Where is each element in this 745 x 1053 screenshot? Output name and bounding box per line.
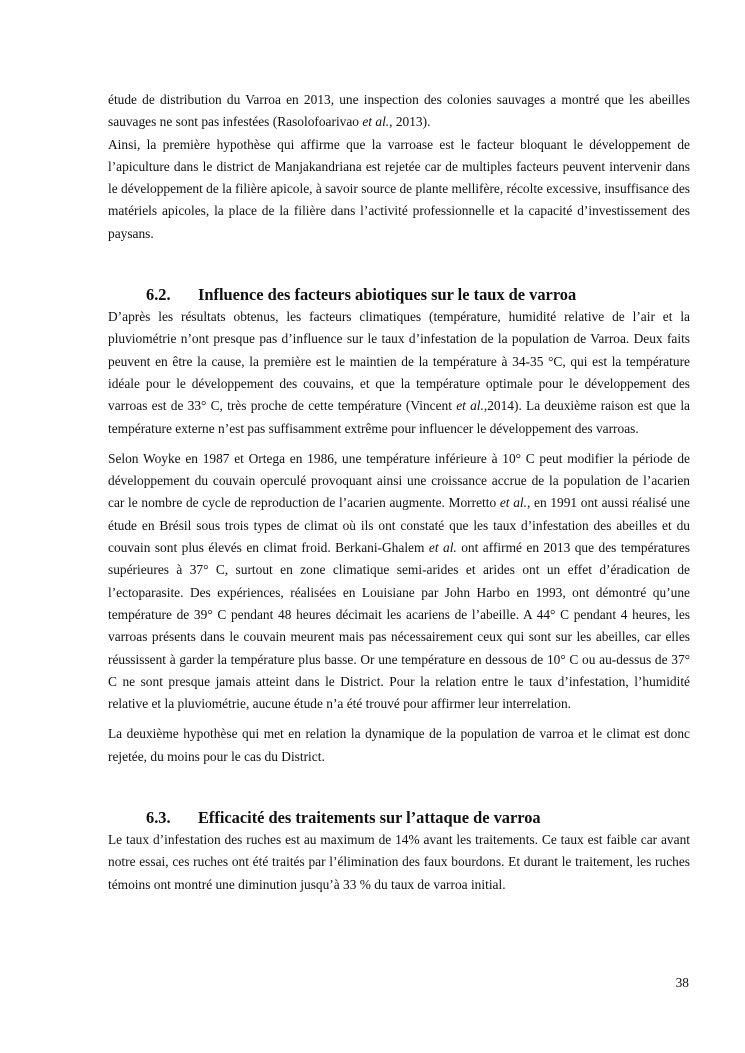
paragraph <box>108 448 690 716</box>
text-run: Selon Woyke en 1987 et Ortega en 1986, une température inférieure à 10° C peut modifier la période de développement du couvain operculé provoquant ainsi une croissance accrue de la population de l’acarien car le nombre de cycle de reproduction de l’acarien augmente. Morretto <box>108 450 690 511</box>
text-run: D’après les résultats obtenus, les facteurs climatiques (température, humidité relative de l’air et la pluviométrie n’ont presque pas d’influence sur le taux d’infestation de la population de Varroa. Deux faits peuvent en être la cause, la première est le maintien de la température à 34-35 °C, qui est la température idéale pour le développement des couvains, et que la température optimale pour le développement des varroas est de 33° C, très proche de cette température (Vincent <box>108 309 690 414</box>
section-title: Influence des facteurs abiotiques sur le taux de varroa <box>198 285 577 305</box>
text-run: étude de distribution du Varroa en 2013, une inspection des colonies sauvages a montré que les abeilles sauvages ne sont pas infestées (Rasolofoarivao <box>108 92 690 130</box>
section-number: 6.3. <box>146 808 171 828</box>
text-run: ont affirmé en 2013 que des températures supérieures à 37° C, surtout en zone climatique semi-arides et arides ont un effet d’éradication de l’ectoparasite. Des expériences, réalisées en Louisiane par John Harbo en 1993, ont démontré qu’une température de 39° C pendant 48 heures décimait les acariens de l’abeille. A 44° C pendant 4 heures, les varroas présents dans le couvain meurent mais pas nécessairement ceux qui sont sur les abeilles, car elles réussissent à garder la température plus basse. Or une température en dessous de 10° C ou au-dessus de 37° C ne sont presque jamais atteint dans le District. Pour la relation entre le taux d’infestation, l’humidité relative et la pluviométrie, aucune étude n’a été trouvé pour affirmer leur interrelation. <box>108 540 690 712</box>
paragraph <box>108 306 690 440</box>
italic-text: et al. <box>499 495 527 511</box>
text-run: , 2013). <box>389 114 431 130</box>
text-run: La deuxième hypothèse qui met en relation la dynamique de la population de varroa et le climat est donc rejetée, du moins pour le cas du District. <box>108 726 690 764</box>
section-title: Efficacité des traitements sur l’attaque de varroa <box>198 808 541 828</box>
section-number: 6.2. <box>146 285 171 305</box>
text-run: Ainsi, la première hypothèse qui affirme que la varroase est le facteur bloquant le développement de l’apiculture dans le district de Manjakandriana est rejetée car de multiples facteurs peuvent intervenir dans le développement de la filière apicole, à savoir source de plante mellifère, récolte excessive, insuffisance des matériels apicoles, la place de la filière dans l’activité professionnelle et la capacité d’investissement des paysans. <box>108 136 690 241</box>
italic-text: et al. <box>362 114 390 130</box>
text-run: ,2014). La deuxième raison est que la température externe n’est pas suffisamment extrême pour influencer le développement des varroas. <box>108 398 690 436</box>
paragraph <box>108 723 690 768</box>
section-heading <box>108 284 690 306</box>
section-heading <box>108 807 690 829</box>
paragraph <box>108 89 690 134</box>
paragraph <box>108 134 690 245</box>
italic-text: et al. <box>428 540 457 556</box>
italic-text: et al. <box>456 398 484 414</box>
paragraph <box>108 829 690 896</box>
text-run: Le taux d’infestation des ruches est au maximum de 14% avant les traitements. Ce taux est faible car avant notre essai, ces ruches ont été traités par l’élimination des faux bourdons. Et durant le traitement, les ruches témoins ont montré une diminution jusqu’à 33 % du taux de varroa initial. <box>108 832 690 892</box>
page-number: 38 <box>675 975 689 990</box>
text-run: , en 1991 ont aussi réalisé une étude en Brésil sous trois types de climat où ils ont constaté que les taux d’infestation des abeilles et du couvain sont plus élevés en climat froid. Berkani-Ghalem <box>108 495 691 556</box>
document-page <box>108 89 690 896</box>
